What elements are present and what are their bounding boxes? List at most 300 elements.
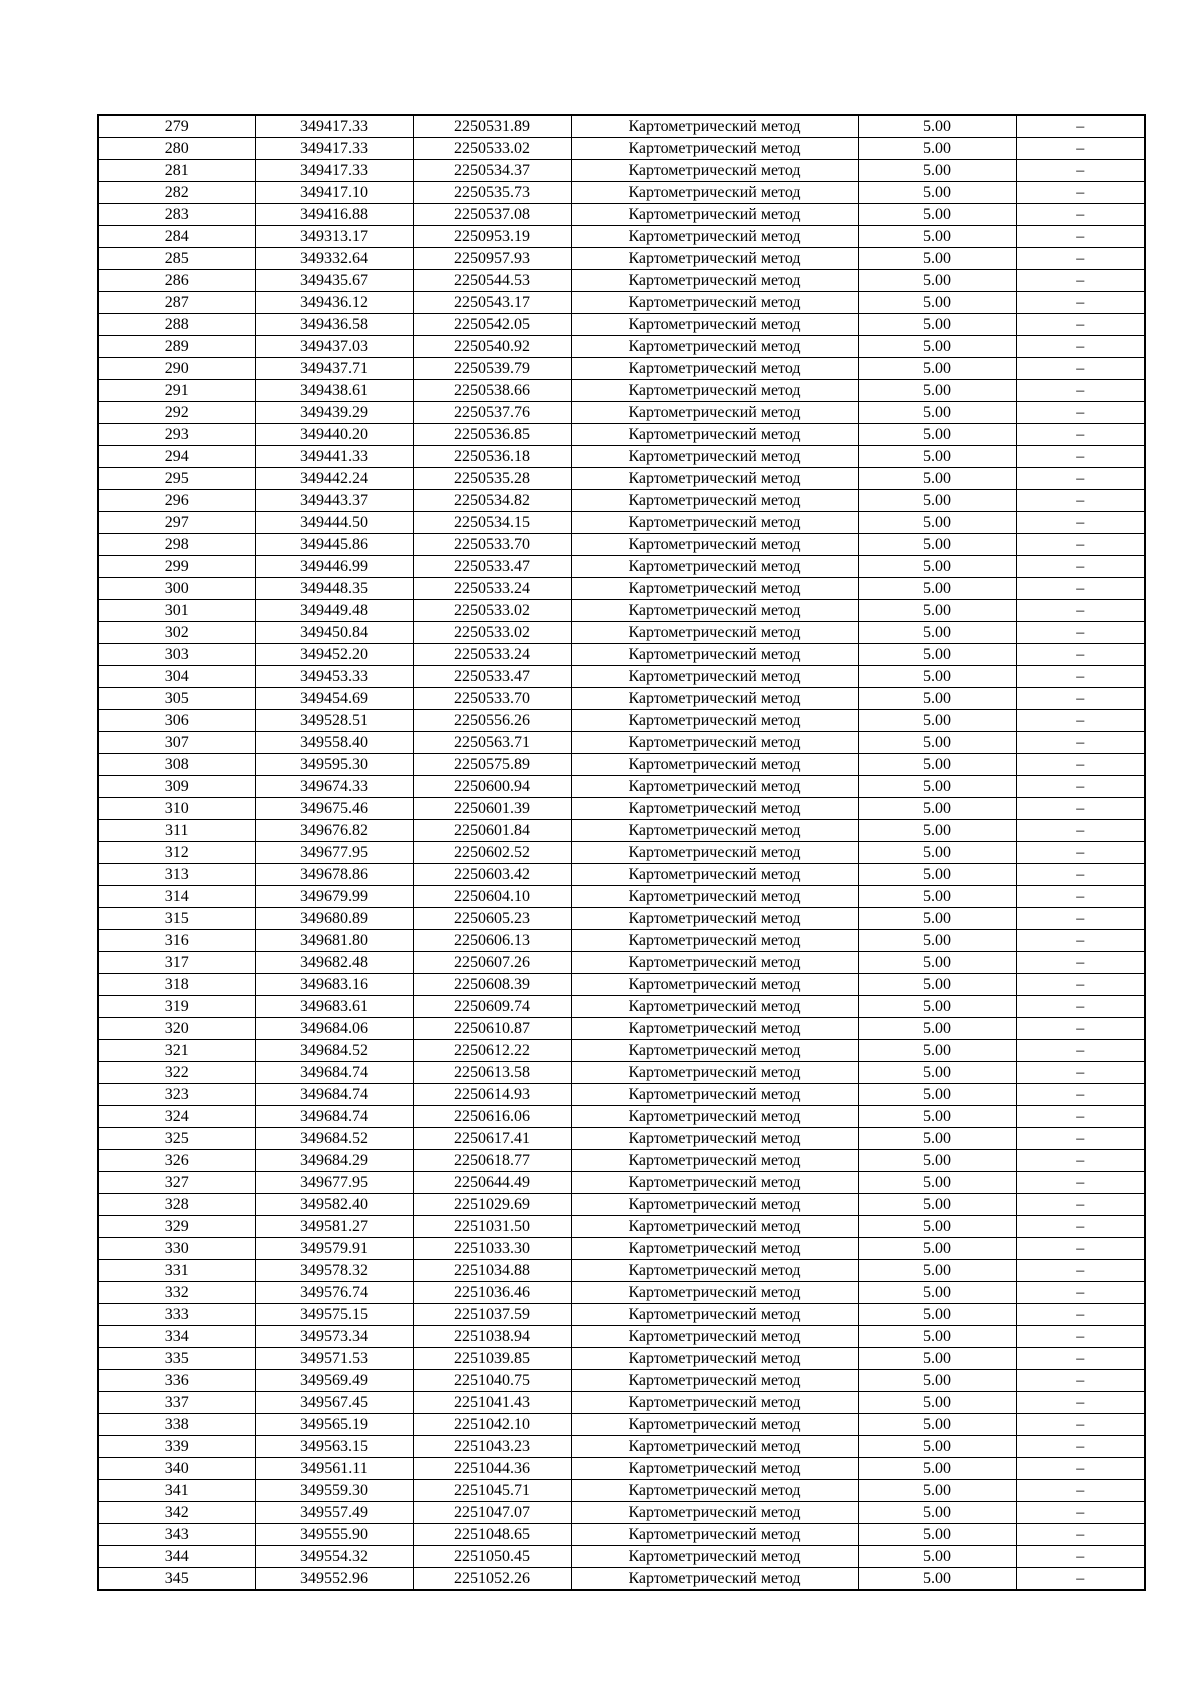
- description-cell: –: [1016, 1370, 1145, 1392]
- table-row: [98, 930, 1145, 952]
- y-coordinate-cell: 2250603.42: [413, 864, 571, 886]
- table-row: [98, 864, 1145, 886]
- table-row: [98, 270, 1145, 292]
- method-cell: Картометрический метод: [571, 754, 858, 776]
- method-cell: Картометрический метод: [571, 666, 858, 688]
- description-cell: –: [1016, 600, 1145, 622]
- accuracy-cell: 5.00: [858, 644, 1016, 666]
- table-row: [98, 1370, 1145, 1392]
- method-cell: Картометрический метод: [571, 600, 858, 622]
- description-cell: –: [1016, 908, 1145, 930]
- table-row: [98, 1502, 1145, 1524]
- y-coordinate-cell: 2250535.28: [413, 468, 571, 490]
- table-row: [98, 1480, 1145, 1502]
- y-coordinate-cell: 2250533.70: [413, 534, 571, 556]
- accuracy-cell: 5.00: [858, 204, 1016, 226]
- x-coordinate-cell: 349684.52: [255, 1128, 413, 1150]
- description-cell: –: [1016, 688, 1145, 710]
- method-cell: Картометрический метод: [571, 292, 858, 314]
- accuracy-cell: 5.00: [858, 732, 1016, 754]
- table-row: [98, 1172, 1145, 1194]
- table-row: [98, 1128, 1145, 1150]
- accuracy-cell: 5.00: [858, 446, 1016, 468]
- description-cell: –: [1016, 1304, 1145, 1326]
- accuracy-cell: 5.00: [858, 710, 1016, 732]
- accuracy-cell: 5.00: [858, 864, 1016, 886]
- table-row: [98, 1150, 1145, 1172]
- y-coordinate-cell: 2251047.07: [413, 1502, 571, 1524]
- x-coordinate-cell: 349684.52: [255, 1040, 413, 1062]
- accuracy-cell: 5.00: [858, 512, 1016, 534]
- y-coordinate-cell: 2250613.58: [413, 1062, 571, 1084]
- y-coordinate-cell: 2250539.79: [413, 358, 571, 380]
- table-row: [98, 908, 1145, 930]
- method-cell: Картометрический метод: [571, 1172, 858, 1194]
- y-coordinate-cell: 2250542.05: [413, 314, 571, 336]
- table-row: [98, 710, 1145, 732]
- table-row: [98, 138, 1145, 160]
- point-number-cell: 345: [98, 1568, 255, 1591]
- point-number-cell: 293: [98, 424, 255, 446]
- description-cell: –: [1016, 754, 1145, 776]
- x-coordinate-cell: 349569.49: [255, 1370, 413, 1392]
- y-coordinate-cell: 2250533.70: [413, 688, 571, 710]
- accuracy-cell: 5.00: [858, 1216, 1016, 1238]
- table-row: [98, 1260, 1145, 1282]
- point-number-cell: 314: [98, 886, 255, 908]
- y-coordinate-cell: 2251050.45: [413, 1546, 571, 1568]
- method-cell: Картометрический метод: [571, 1040, 858, 1062]
- x-coordinate-cell: 349450.84: [255, 622, 413, 644]
- table-row: [98, 666, 1145, 688]
- accuracy-cell: 5.00: [858, 1348, 1016, 1370]
- description-cell: –: [1016, 1128, 1145, 1150]
- accuracy-cell: 5.00: [858, 952, 1016, 974]
- description-cell: –: [1016, 842, 1145, 864]
- description-cell: –: [1016, 1414, 1145, 1436]
- accuracy-cell: 5.00: [858, 1304, 1016, 1326]
- table-row: [98, 512, 1145, 534]
- accuracy-cell: 5.00: [858, 688, 1016, 710]
- x-coordinate-cell: 349552.96: [255, 1568, 413, 1591]
- y-coordinate-cell: 2251033.30: [413, 1238, 571, 1260]
- point-number-cell: 323: [98, 1084, 255, 1106]
- y-coordinate-cell: 2251042.10: [413, 1414, 571, 1436]
- table-row: [98, 1216, 1145, 1238]
- y-coordinate-cell: 2250538.66: [413, 380, 571, 402]
- table-row: [98, 1568, 1145, 1591]
- y-coordinate-cell: 2250604.10: [413, 886, 571, 908]
- accuracy-cell: 5.00: [858, 424, 1016, 446]
- table-row: [98, 182, 1145, 204]
- table-row: [98, 842, 1145, 864]
- accuracy-cell: 5.00: [858, 1282, 1016, 1304]
- y-coordinate-cell: 2250644.49: [413, 1172, 571, 1194]
- accuracy-cell: 5.00: [858, 1260, 1016, 1282]
- description-cell: –: [1016, 622, 1145, 644]
- accuracy-cell: 5.00: [858, 1062, 1016, 1084]
- accuracy-cell: 5.00: [858, 1084, 1016, 1106]
- x-coordinate-cell: 349680.89: [255, 908, 413, 930]
- point-number-cell: 340: [98, 1458, 255, 1480]
- accuracy-cell: 5.00: [858, 292, 1016, 314]
- table-row: [98, 446, 1145, 468]
- point-number-cell: 301: [98, 600, 255, 622]
- method-cell: Картометрический метод: [571, 974, 858, 996]
- point-number-cell: 312: [98, 842, 255, 864]
- x-coordinate-cell: 349684.74: [255, 1084, 413, 1106]
- x-coordinate-cell: 349454.69: [255, 688, 413, 710]
- point-number-cell: 282: [98, 182, 255, 204]
- accuracy-cell: 5.00: [858, 842, 1016, 864]
- table-row: [98, 380, 1145, 402]
- y-coordinate-cell: 2250605.23: [413, 908, 571, 930]
- method-cell: Картометрический метод: [571, 402, 858, 424]
- accuracy-cell: 5.00: [858, 380, 1016, 402]
- description-cell: –: [1016, 864, 1145, 886]
- description-cell: –: [1016, 1348, 1145, 1370]
- method-cell: Картометрический метод: [571, 1326, 858, 1348]
- x-coordinate-cell: 349443.37: [255, 490, 413, 512]
- description-cell: –: [1016, 1568, 1145, 1591]
- point-number-cell: 300: [98, 578, 255, 600]
- table-row: [98, 1392, 1145, 1414]
- point-number-cell: 341: [98, 1480, 255, 1502]
- table-row: [98, 226, 1145, 248]
- description-cell: –: [1016, 996, 1145, 1018]
- method-cell: Картометрический метод: [571, 1502, 858, 1524]
- method-cell: Картометрический метод: [571, 1480, 858, 1502]
- x-coordinate-cell: 349439.29: [255, 402, 413, 424]
- point-number-cell: 294: [98, 446, 255, 468]
- method-cell: Картометрический метод: [571, 1216, 858, 1238]
- point-number-cell: 329: [98, 1216, 255, 1238]
- point-number-cell: 289: [98, 336, 255, 358]
- x-coordinate-cell: 349442.24: [255, 468, 413, 490]
- x-coordinate-cell: 349417.33: [255, 138, 413, 160]
- x-coordinate-cell: 349437.03: [255, 336, 413, 358]
- description-cell: –: [1016, 1546, 1145, 1568]
- point-number-cell: 295: [98, 468, 255, 490]
- point-number-cell: 286: [98, 270, 255, 292]
- table-row: [98, 952, 1145, 974]
- method-cell: Картометрический метод: [571, 1304, 858, 1326]
- point-number-cell: 280: [98, 138, 255, 160]
- accuracy-cell: 5.00: [858, 908, 1016, 930]
- accuracy-cell: 5.00: [858, 776, 1016, 798]
- point-number-cell: 303: [98, 644, 255, 666]
- table-row: [98, 1194, 1145, 1216]
- accuracy-cell: 5.00: [858, 226, 1016, 248]
- method-cell: Картометрический метод: [571, 1568, 858, 1591]
- point-number-cell: 332: [98, 1282, 255, 1304]
- description-cell: –: [1016, 1062, 1145, 1084]
- point-number-cell: 326: [98, 1150, 255, 1172]
- y-coordinate-cell: 2250533.47: [413, 666, 571, 688]
- x-coordinate-cell: 349682.48: [255, 952, 413, 974]
- accuracy-cell: 5.00: [858, 556, 1016, 578]
- description-cell: –: [1016, 556, 1145, 578]
- x-coordinate-cell: 349683.61: [255, 996, 413, 1018]
- y-coordinate-cell: 2251043.23: [413, 1436, 571, 1458]
- method-cell: Картометрический метод: [571, 578, 858, 600]
- y-coordinate-cell: 2250543.17: [413, 292, 571, 314]
- x-coordinate-cell: 349684.74: [255, 1106, 413, 1128]
- x-coordinate-cell: 349681.80: [255, 930, 413, 952]
- accuracy-cell: 5.00: [858, 336, 1016, 358]
- accuracy-cell: 5.00: [858, 160, 1016, 182]
- method-cell: Картометрический метод: [571, 1260, 858, 1282]
- table-row: [98, 115, 1145, 138]
- method-cell: Картометрический метод: [571, 1194, 858, 1216]
- description-cell: –: [1016, 886, 1145, 908]
- description-cell: –: [1016, 270, 1145, 292]
- method-cell: Картометрический метод: [571, 270, 858, 292]
- point-number-cell: 331: [98, 1260, 255, 1282]
- table-row: [98, 160, 1145, 182]
- y-coordinate-cell: 2251052.26: [413, 1568, 571, 1591]
- table-row: [98, 1304, 1145, 1326]
- method-cell: Картометрический метод: [571, 644, 858, 666]
- method-cell: Картометрический метод: [571, 424, 858, 446]
- accuracy-cell: 5.00: [858, 1326, 1016, 1348]
- y-coordinate-cell: 2250614.93: [413, 1084, 571, 1106]
- x-coordinate-cell: 349445.86: [255, 534, 413, 556]
- x-coordinate-cell: 349565.19: [255, 1414, 413, 1436]
- method-cell: Картометрический метод: [571, 115, 858, 138]
- method-cell: Картометрический метод: [571, 1370, 858, 1392]
- x-coordinate-cell: 349438.61: [255, 380, 413, 402]
- accuracy-cell: 5.00: [858, 468, 1016, 490]
- x-coordinate-cell: 349571.53: [255, 1348, 413, 1370]
- y-coordinate-cell: 2250606.13: [413, 930, 571, 952]
- accuracy-cell: 5.00: [858, 1128, 1016, 1150]
- point-number-cell: 283: [98, 204, 255, 226]
- table-row: [98, 1546, 1145, 1568]
- description-cell: –: [1016, 930, 1145, 952]
- method-cell: Картометрический метод: [571, 358, 858, 380]
- y-coordinate-cell: 2251048.65: [413, 1524, 571, 1546]
- point-number-cell: 287: [98, 292, 255, 314]
- x-coordinate-cell: 349579.91: [255, 1238, 413, 1260]
- x-coordinate-cell: 349416.88: [255, 204, 413, 226]
- x-coordinate-cell: 349528.51: [255, 710, 413, 732]
- method-cell: Картометрический метод: [571, 248, 858, 270]
- description-cell: –: [1016, 974, 1145, 996]
- y-coordinate-cell: 2251034.88: [413, 1260, 571, 1282]
- table-row: [98, 314, 1145, 336]
- description-cell: –: [1016, 248, 1145, 270]
- x-coordinate-cell: 349575.15: [255, 1304, 413, 1326]
- method-cell: Картометрический метод: [571, 798, 858, 820]
- description-cell: –: [1016, 666, 1145, 688]
- point-number-cell: 316: [98, 930, 255, 952]
- x-coordinate-cell: 349676.82: [255, 820, 413, 842]
- description-cell: –: [1016, 380, 1145, 402]
- table-row: [98, 204, 1145, 226]
- accuracy-cell: 5.00: [858, 490, 1016, 512]
- accuracy-cell: 5.00: [858, 886, 1016, 908]
- point-number-cell: 281: [98, 160, 255, 182]
- accuracy-cell: 5.00: [858, 1040, 1016, 1062]
- point-number-cell: 338: [98, 1414, 255, 1436]
- description-cell: –: [1016, 1282, 1145, 1304]
- method-cell: Картометрический метод: [571, 1546, 858, 1568]
- method-cell: Картометрический метод: [571, 380, 858, 402]
- point-number-cell: 307: [98, 732, 255, 754]
- point-number-cell: 309: [98, 776, 255, 798]
- table-body: [98, 115, 1145, 1590]
- description-cell: –: [1016, 1524, 1145, 1546]
- x-coordinate-cell: 349435.67: [255, 270, 413, 292]
- x-coordinate-cell: 349684.74: [255, 1062, 413, 1084]
- y-coordinate-cell: 2250537.76: [413, 402, 571, 424]
- x-coordinate-cell: 349581.27: [255, 1216, 413, 1238]
- point-number-cell: 321: [98, 1040, 255, 1062]
- table-row: [98, 1282, 1145, 1304]
- method-cell: Картометрический метод: [571, 1524, 858, 1546]
- accuracy-cell: 5.00: [858, 1458, 1016, 1480]
- table-row: [98, 886, 1145, 908]
- point-number-cell: 325: [98, 1128, 255, 1150]
- method-cell: Картометрический метод: [571, 336, 858, 358]
- coordinates-table: [97, 114, 1146, 1591]
- point-number-cell: 318: [98, 974, 255, 996]
- x-coordinate-cell: 349675.46: [255, 798, 413, 820]
- method-cell: Картометрический метод: [571, 1458, 858, 1480]
- accuracy-cell: 5.00: [858, 798, 1016, 820]
- description-cell: –: [1016, 1480, 1145, 1502]
- point-number-cell: 337: [98, 1392, 255, 1414]
- table-row: [98, 1458, 1145, 1480]
- y-coordinate-cell: 2250536.85: [413, 424, 571, 446]
- x-coordinate-cell: 349678.86: [255, 864, 413, 886]
- point-number-cell: 322: [98, 1062, 255, 1084]
- description-cell: –: [1016, 468, 1145, 490]
- y-coordinate-cell: 2250533.47: [413, 556, 571, 578]
- method-cell: Картометрический метод: [571, 138, 858, 160]
- table-row: [98, 402, 1145, 424]
- description-cell: –: [1016, 776, 1145, 798]
- description-cell: –: [1016, 512, 1145, 534]
- x-coordinate-cell: 349578.32: [255, 1260, 413, 1282]
- table-row: [98, 688, 1145, 710]
- table-row: [98, 732, 1145, 754]
- description-cell: –: [1016, 160, 1145, 182]
- method-cell: Картометрический метод: [571, 1414, 858, 1436]
- y-coordinate-cell: 2250608.39: [413, 974, 571, 996]
- point-number-cell: 328: [98, 1194, 255, 1216]
- table-row: [98, 292, 1145, 314]
- x-coordinate-cell: 349683.16: [255, 974, 413, 996]
- point-number-cell: 319: [98, 996, 255, 1018]
- method-cell: Картометрический метод: [571, 468, 858, 490]
- description-cell: –: [1016, 314, 1145, 336]
- method-cell: Картометрический метод: [571, 1128, 858, 1150]
- method-cell: Картометрический метод: [571, 226, 858, 248]
- table-row: [98, 336, 1145, 358]
- x-coordinate-cell: 349576.74: [255, 1282, 413, 1304]
- x-coordinate-cell: 349554.32: [255, 1546, 413, 1568]
- x-coordinate-cell: 349555.90: [255, 1524, 413, 1546]
- y-coordinate-cell: 2250533.24: [413, 578, 571, 600]
- y-coordinate-cell: 2250534.37: [413, 160, 571, 182]
- accuracy-cell: 5.00: [858, 1392, 1016, 1414]
- x-coordinate-cell: 349332.64: [255, 248, 413, 270]
- table-row: [98, 600, 1145, 622]
- y-coordinate-cell: 2250609.74: [413, 996, 571, 1018]
- table-row: [98, 1040, 1145, 1062]
- y-coordinate-cell: 2250540.92: [413, 336, 571, 358]
- description-cell: –: [1016, 710, 1145, 732]
- y-coordinate-cell: 2251039.85: [413, 1348, 571, 1370]
- point-number-cell: 324: [98, 1106, 255, 1128]
- x-coordinate-cell: 349674.33: [255, 776, 413, 798]
- table-row: [98, 974, 1145, 996]
- method-cell: Картометрический метод: [571, 1106, 858, 1128]
- description-cell: –: [1016, 1260, 1145, 1282]
- table-row: [98, 820, 1145, 842]
- point-number-cell: 298: [98, 534, 255, 556]
- description-cell: –: [1016, 644, 1145, 666]
- method-cell: Картометрический метод: [571, 512, 858, 534]
- y-coordinate-cell: 2250607.26: [413, 952, 571, 974]
- method-cell: Картометрический метод: [571, 688, 858, 710]
- method-cell: Картометрический метод: [571, 930, 858, 952]
- description-cell: –: [1016, 226, 1145, 248]
- table-row: [98, 358, 1145, 380]
- method-cell: Картометрический метод: [571, 622, 858, 644]
- method-cell: Картометрический метод: [571, 1084, 858, 1106]
- point-number-cell: 335: [98, 1348, 255, 1370]
- y-coordinate-cell: 2250563.71: [413, 732, 571, 754]
- accuracy-cell: 5.00: [858, 996, 1016, 1018]
- table-row: [98, 1084, 1145, 1106]
- y-coordinate-cell: 2250957.93: [413, 248, 571, 270]
- point-number-cell: 291: [98, 380, 255, 402]
- accuracy-cell: 5.00: [858, 534, 1016, 556]
- description-cell: –: [1016, 336, 1145, 358]
- point-number-cell: 320: [98, 1018, 255, 1040]
- accuracy-cell: 5.00: [858, 600, 1016, 622]
- description-cell: –: [1016, 1436, 1145, 1458]
- method-cell: Картометрический метод: [571, 1348, 858, 1370]
- point-number-cell: 310: [98, 798, 255, 820]
- table-row: [98, 798, 1145, 820]
- x-coordinate-cell: 349677.95: [255, 842, 413, 864]
- x-coordinate-cell: 349417.33: [255, 115, 413, 138]
- y-coordinate-cell: 2250610.87: [413, 1018, 571, 1040]
- method-cell: Картометрический метод: [571, 1018, 858, 1040]
- description-cell: –: [1016, 1502, 1145, 1524]
- method-cell: Картометрический метод: [571, 204, 858, 226]
- point-number-cell: 339: [98, 1436, 255, 1458]
- point-number-cell: 290: [98, 358, 255, 380]
- description-cell: –: [1016, 115, 1145, 138]
- description-cell: –: [1016, 1458, 1145, 1480]
- description-cell: –: [1016, 1018, 1145, 1040]
- x-coordinate-cell: 349446.99: [255, 556, 413, 578]
- y-coordinate-cell: 2250531.89: [413, 115, 571, 138]
- method-cell: Картометрический метод: [571, 534, 858, 556]
- y-coordinate-cell: 2250612.22: [413, 1040, 571, 1062]
- table-row: [98, 776, 1145, 798]
- y-coordinate-cell: 2251029.69: [413, 1194, 571, 1216]
- description-cell: –: [1016, 952, 1145, 974]
- x-coordinate-cell: 349417.10: [255, 182, 413, 204]
- x-coordinate-cell: 349452.20: [255, 644, 413, 666]
- method-cell: Картометрический метод: [571, 908, 858, 930]
